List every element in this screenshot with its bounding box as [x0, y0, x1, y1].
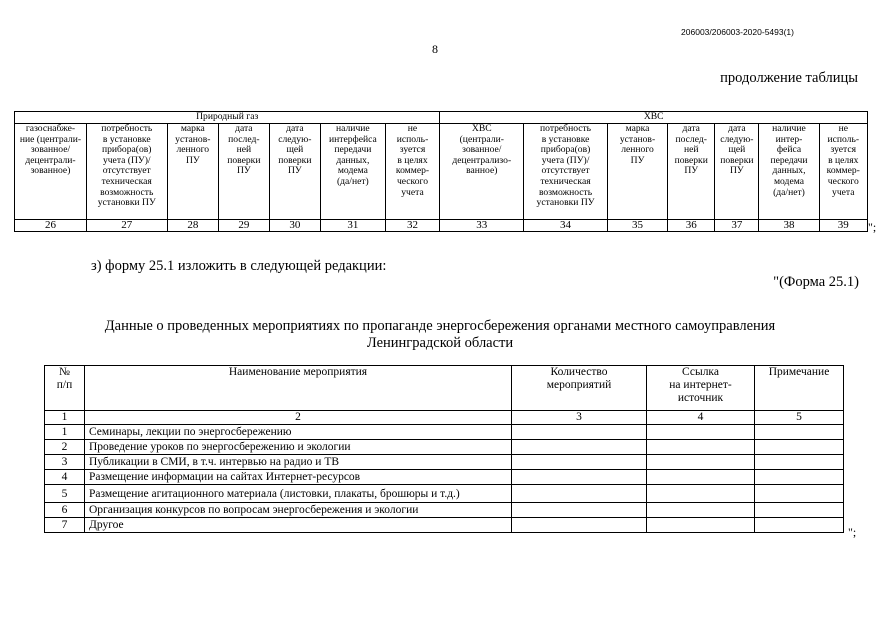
form-column-number: 2 — [85, 411, 512, 425]
row-number: 4 — [45, 470, 85, 485]
form-column-header: № п/п — [45, 366, 85, 411]
form-title-line-1: Данные о проведенных мероприятиях по пропаганде энергосбережения органами местного самоуправления — [104, 318, 776, 334]
row-number: 3 — [45, 455, 85, 470]
column-header: марка установ- ленного ПУ — [607, 124, 667, 220]
column-number: 26 — [15, 220, 87, 232]
event-count-cell — [512, 518, 647, 533]
note-cell — [755, 503, 844, 518]
form-column-header: Наименование мероприятия — [85, 366, 512, 411]
link-cell — [647, 455, 755, 470]
form-column-number: 5 — [755, 411, 844, 425]
form-title-line-2: Ленинградской области — [366, 335, 514, 351]
link-cell — [647, 518, 755, 533]
closing-quote-form: "; — [848, 525, 857, 539]
form-title — [40, 318, 840, 352]
column-header: ХВС (централи- зованное/ децентрализо- ванное) — [440, 124, 524, 220]
note-cell — [755, 470, 844, 485]
note-cell — [755, 440, 844, 455]
column-header: дата следую- щей поверки ПУ — [269, 124, 321, 220]
column-number: 33 — [440, 220, 524, 232]
instruction-text: з) форму 25.1 изложить в следующей редакции: — [91, 258, 387, 274]
row-number: 5 — [45, 485, 85, 503]
row-number: 2 — [45, 440, 85, 455]
event-name: Публикации в СМИ, в т.ч. интервью на радио и ТВ — [85, 455, 512, 470]
event-name: Размещение агитационного материала (листовки, плакаты, брошюры и т.д.) — [85, 485, 512, 503]
table-row — [45, 440, 844, 455]
table-row — [45, 518, 844, 533]
group-header-hvs: ХВС — [440, 112, 868, 124]
group-header-gas: Природный газ — [15, 112, 440, 124]
note-cell — [755, 518, 844, 533]
column-header: потребность в установке прибора(ов) учета (ПУ)/ отсутствует техническая возможность установки ПУ — [86, 124, 167, 220]
events-table — [44, 365, 844, 533]
link-cell — [647, 485, 755, 503]
column-number: 37 — [715, 220, 759, 232]
column-number: 31 — [321, 220, 385, 232]
form-column-number: 3 — [512, 411, 647, 425]
column-number: 27 — [86, 220, 167, 232]
column-number: 30 — [269, 220, 321, 232]
document-id: 206003/206003-2020-5493(1) — [681, 27, 794, 37]
column-number: 38 — [759, 220, 819, 232]
event-name: Организация конкурсов по вопросам энергосбережения и экологии — [85, 503, 512, 518]
event-count-cell — [512, 440, 647, 455]
column-number: 28 — [167, 220, 219, 232]
event-count-cell — [512, 455, 647, 470]
note-cell — [755, 455, 844, 470]
page-number: 8 — [432, 42, 438, 56]
continued-table — [14, 111, 868, 232]
form-label: "(Форма 25.1) — [773, 274, 859, 290]
closing-quote: "; — [868, 220, 877, 234]
table-row — [45, 503, 844, 518]
row-number: 1 — [45, 425, 85, 440]
table-row — [45, 455, 844, 470]
table-row — [45, 470, 844, 485]
link-cell — [647, 425, 755, 440]
column-number: 35 — [607, 220, 667, 232]
column-number: 29 — [219, 220, 269, 232]
link-cell — [647, 470, 755, 485]
column-header: не исполь- зуется в целях коммер- ческого учета — [385, 124, 440, 220]
link-cell — [647, 503, 755, 518]
table-row — [45, 485, 844, 503]
column-header: дата послед- ней поверки ПУ — [668, 124, 715, 220]
column-header: наличие интер- фейса передачи данных, модема (да/нет) — [759, 124, 819, 220]
column-number: 34 — [524, 220, 608, 232]
form-column-number: 1 — [45, 411, 85, 425]
column-header: наличие интерфейса передачи данных, модема (да/нет) — [321, 124, 385, 220]
column-header: дата следую- щей поверки ПУ — [715, 124, 759, 220]
form-column-header: Примечание — [755, 366, 844, 411]
event-count-cell — [512, 470, 647, 485]
form-column-number: 4 — [647, 411, 755, 425]
note-cell — [755, 425, 844, 440]
event-count-cell — [512, 503, 647, 518]
form-column-header: Количество мероприятий — [512, 366, 647, 411]
column-number: 32 — [385, 220, 440, 232]
row-number: 6 — [45, 503, 85, 518]
column-header: марка установ- ленного ПУ — [167, 124, 219, 220]
note-cell — [755, 485, 844, 503]
event-count-cell — [512, 425, 647, 440]
event-name: Размещение информации на сайтах Интернет-ресурсов — [85, 470, 512, 485]
event-name: Проведение уроков по энергосбережению и экологии — [85, 440, 512, 455]
column-number: 36 — [668, 220, 715, 232]
column-header: газоснабже- ние (централи- зованное/ децентрали- зованное) — [15, 124, 87, 220]
form-column-header: Ссылка на интернет- источник — [647, 366, 755, 411]
continuation-label: продолжение таблицы — [720, 70, 858, 86]
column-header: потребность в установке прибора(ов) учета (ПУ)/ отсутствует техническая возможность установки ПУ — [524, 124, 608, 220]
event-count-cell — [512, 485, 647, 503]
table-row — [45, 425, 844, 440]
link-cell — [647, 440, 755, 455]
row-number: 7 — [45, 518, 85, 533]
column-header: дата послед- ней поверки ПУ — [219, 124, 269, 220]
event-name: Семинары, лекции по энергосбережению — [85, 425, 512, 440]
event-name: Другое — [85, 518, 512, 533]
column-number: 39 — [819, 220, 867, 232]
column-header: не исполь- зуется в целях коммер- ческого учета — [819, 124, 867, 220]
